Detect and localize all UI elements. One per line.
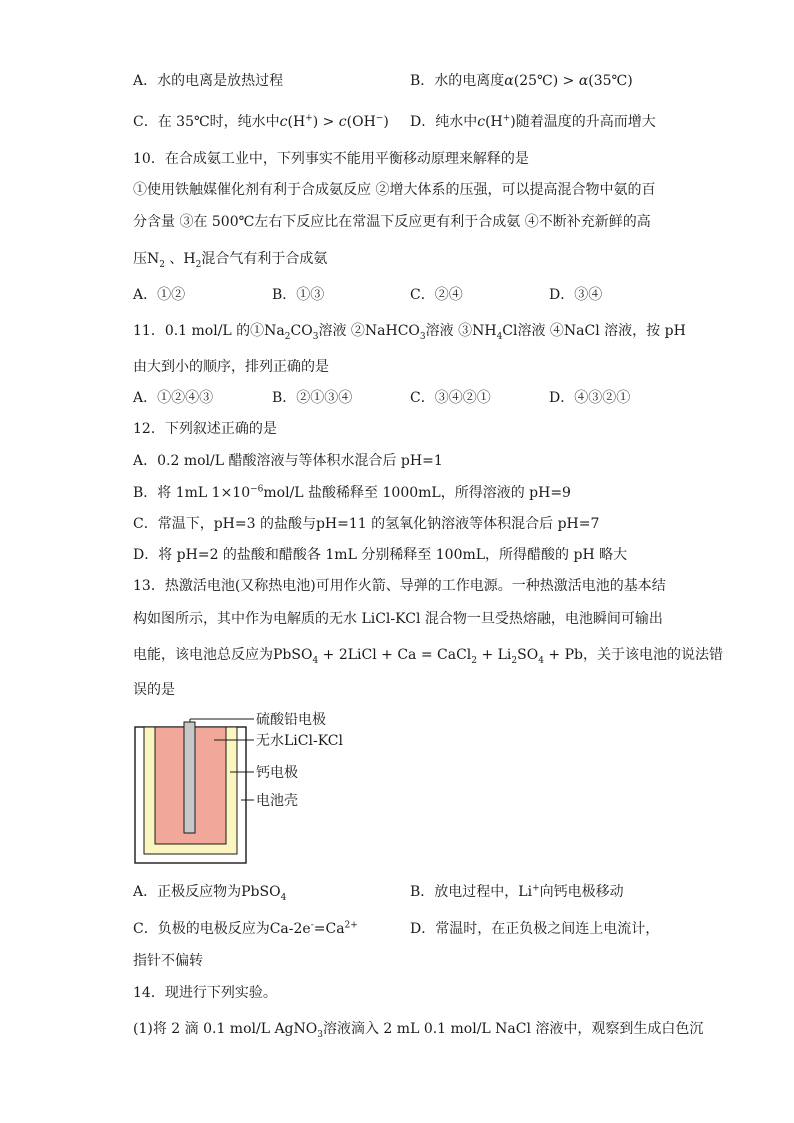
q12-option-a: A．0.2 mol/L 醋酸溶液与等体积水混合后 pH=1 [133, 453, 443, 469]
q10-line-1: ①使用铁触媒催化剂有利于合成氨反应 ②增大体系的压强，可以提高混合物中氨的百 [133, 182, 656, 198]
q13-option-a: A．正极反应物为PbSO$_4$ [133, 884, 287, 903]
q11-option-c: C．③④②① [410, 390, 491, 406]
label-pb-electrode: 硫酸铅电极 [256, 712, 326, 728]
q13-line-3: 电能，该电池总反应为PbSO$_4$ + 2LiCl + Ca = CaCl$_2$ + $Li_2SO_4 + Pb$，关于该电池的说法错 [133, 647, 723, 666]
q10-line-2: 分含量 ③在 500℃左右下反应比在常温下反应更有利于合成氨 ④不断补充新鲜的高 [133, 214, 651, 230]
q10-option-a: A．①② [133, 287, 186, 303]
q9-option-c: C．在 35℃时，纯水中c(H+) > c(OH−) [133, 113, 389, 130]
q13-line-4: 误的是 [133, 682, 175, 698]
q12-stem: 12．下列叙述正确的是 [133, 421, 277, 437]
lead-sulfate-electrode [184, 722, 195, 833]
label-ca-electrode: 钙电极 [256, 765, 298, 781]
q12-option-c: C．常温下，pH=3 的盐酸与pH=11 的氢氧化钠溶液等体积混合后 pH=7 [133, 516, 600, 532]
q13-line-1: 13．热激活电池(又称热电池)可用作火箭、导弹的工作电源。一种热激活电池的基本结 [133, 578, 666, 594]
q13-option-d: D．常温时，在正负极之间连上电流计， [410, 921, 660, 937]
q13-line-2: 构如图所示，其中作为电解质的无水 LiCl-KCl 混合物一旦受热熔融，电池瞬间可输出 [133, 611, 663, 627]
label-shell: 电池壳 [256, 793, 298, 809]
q10-stem: 10．在合成氨工业中，下列事实不能用平衡移动原理来解释的是 [133, 151, 529, 167]
q11-option-d: D．④③②① [549, 390, 631, 406]
q13-option-d-cont: 指针不偏转 [133, 953, 203, 969]
q14-line-1: (1)将 2 滴 0.1 mol/L AgNO$_3$溶液滴入 2 mL 0.1 mol/L NaCl 溶液中，观察到生成白色沉 [133, 1021, 704, 1040]
q14-stem: 14．现进行下列实验。 [133, 985, 277, 1001]
q12-option-b: B．将 1mL $1\times 10^{-6}mol/L$ 盐酸稀释至 1000mL，所得溶液的 pH=9 [133, 484, 571, 501]
battery-diagram [132, 700, 372, 868]
q11-line-1: 11．0.1 mol/L 的$①Na_2CO_3$溶液 ②NaHCO$_3$溶液 $③NH_4Cl$溶液 ④NaCl 溶液，按 pH [133, 323, 686, 342]
q9-option-d: D．纯水中c(H+)随着温度的升高而增大 [410, 113, 656, 130]
q13-option-c: C．负极的电极反应为$Ca-2e^-=Ca^{2+}$ [133, 920, 358, 937]
q10-option-c: C．②④ [410, 287, 463, 303]
q11-option-a: A．①②④③ [133, 390, 214, 406]
q10-option-b: B．①③ [272, 287, 325, 303]
q10-line-3: 压$N_2$ 、$H_2$混合气有利于合成氨 [133, 251, 328, 270]
q13-option-b: B．放电过程中，Li+向钙电极移动 [410, 883, 624, 900]
q12-option-d: D．将 pH=2 的盐酸和醋酸各 1mL 分别稀释至 100mL，所得醋酸的 pH 略大 [133, 547, 628, 563]
q11-line-2: 由大到小的顺序，排列正确的是 [133, 359, 329, 375]
q9-option-b: B．水的电离度α(25℃) > α(35℃) [410, 73, 633, 89]
label-electrolyte: 无水LiCl-KCl [256, 733, 343, 749]
q10-option-d: D．③④ [549, 287, 603, 303]
q11-option-b: B．②①③④ [272, 390, 353, 406]
q9-option-a: A．水的电离是放热过程 [133, 73, 284, 89]
